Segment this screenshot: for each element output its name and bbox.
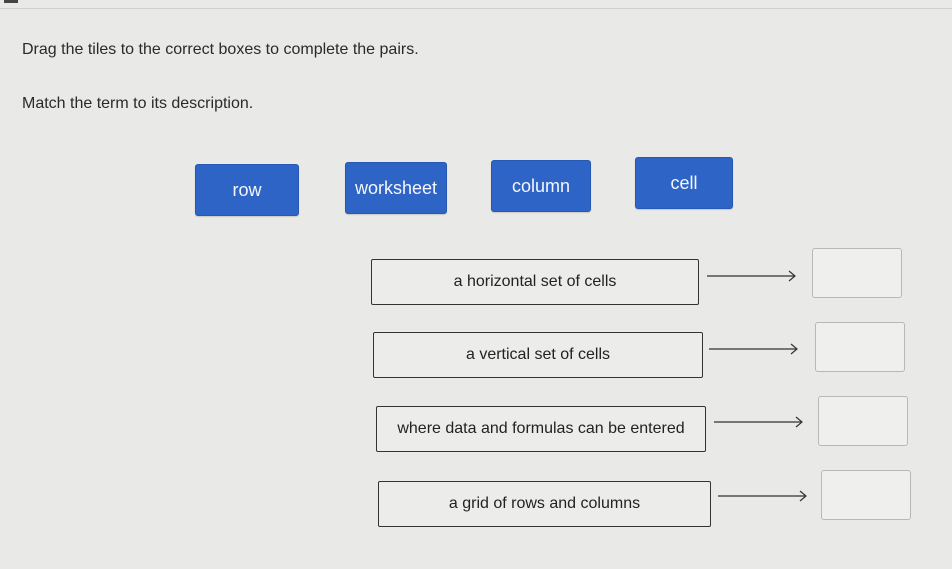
description-text: a horizontal set of cells	[453, 273, 617, 290]
right-arrow-icon	[707, 270, 799, 282]
top-divider	[0, 8, 952, 9]
description-text: where data and formulas can be entered	[397, 420, 685, 437]
tile-label: row	[232, 179, 262, 200]
tile-column[interactable]	[491, 160, 591, 212]
instruction-drag: Drag the tiles to the correct boxes to complete the pairs.	[22, 41, 419, 58]
tile-label: cell	[670, 172, 698, 193]
tile-label: worksheet	[354, 177, 438, 198]
drop-target-4[interactable]	[821, 470, 911, 520]
instruction-match: Match the term to its description.	[22, 95, 254, 112]
description-box	[373, 332, 703, 378]
tile-label: column	[511, 175, 571, 196]
drop-target-3[interactable]	[818, 396, 908, 446]
right-arrow-icon	[718, 490, 810, 502]
right-arrow-icon	[714, 416, 806, 428]
right-arrow-icon	[709, 343, 801, 355]
tile-cell[interactable]	[635, 157, 733, 209]
drop-target-1[interactable]	[812, 248, 902, 298]
tile-worksheet[interactable]	[345, 162, 447, 214]
question-number-fragment	[4, 0, 18, 3]
description-text: a vertical set of cells	[465, 346, 611, 363]
description-box	[376, 406, 706, 452]
description-text: a grid of rows and columns	[448, 495, 641, 512]
description-box	[371, 259, 699, 305]
description-box	[378, 481, 711, 527]
tile-row[interactable]	[195, 164, 299, 216]
drop-target-2[interactable]	[815, 322, 905, 372]
